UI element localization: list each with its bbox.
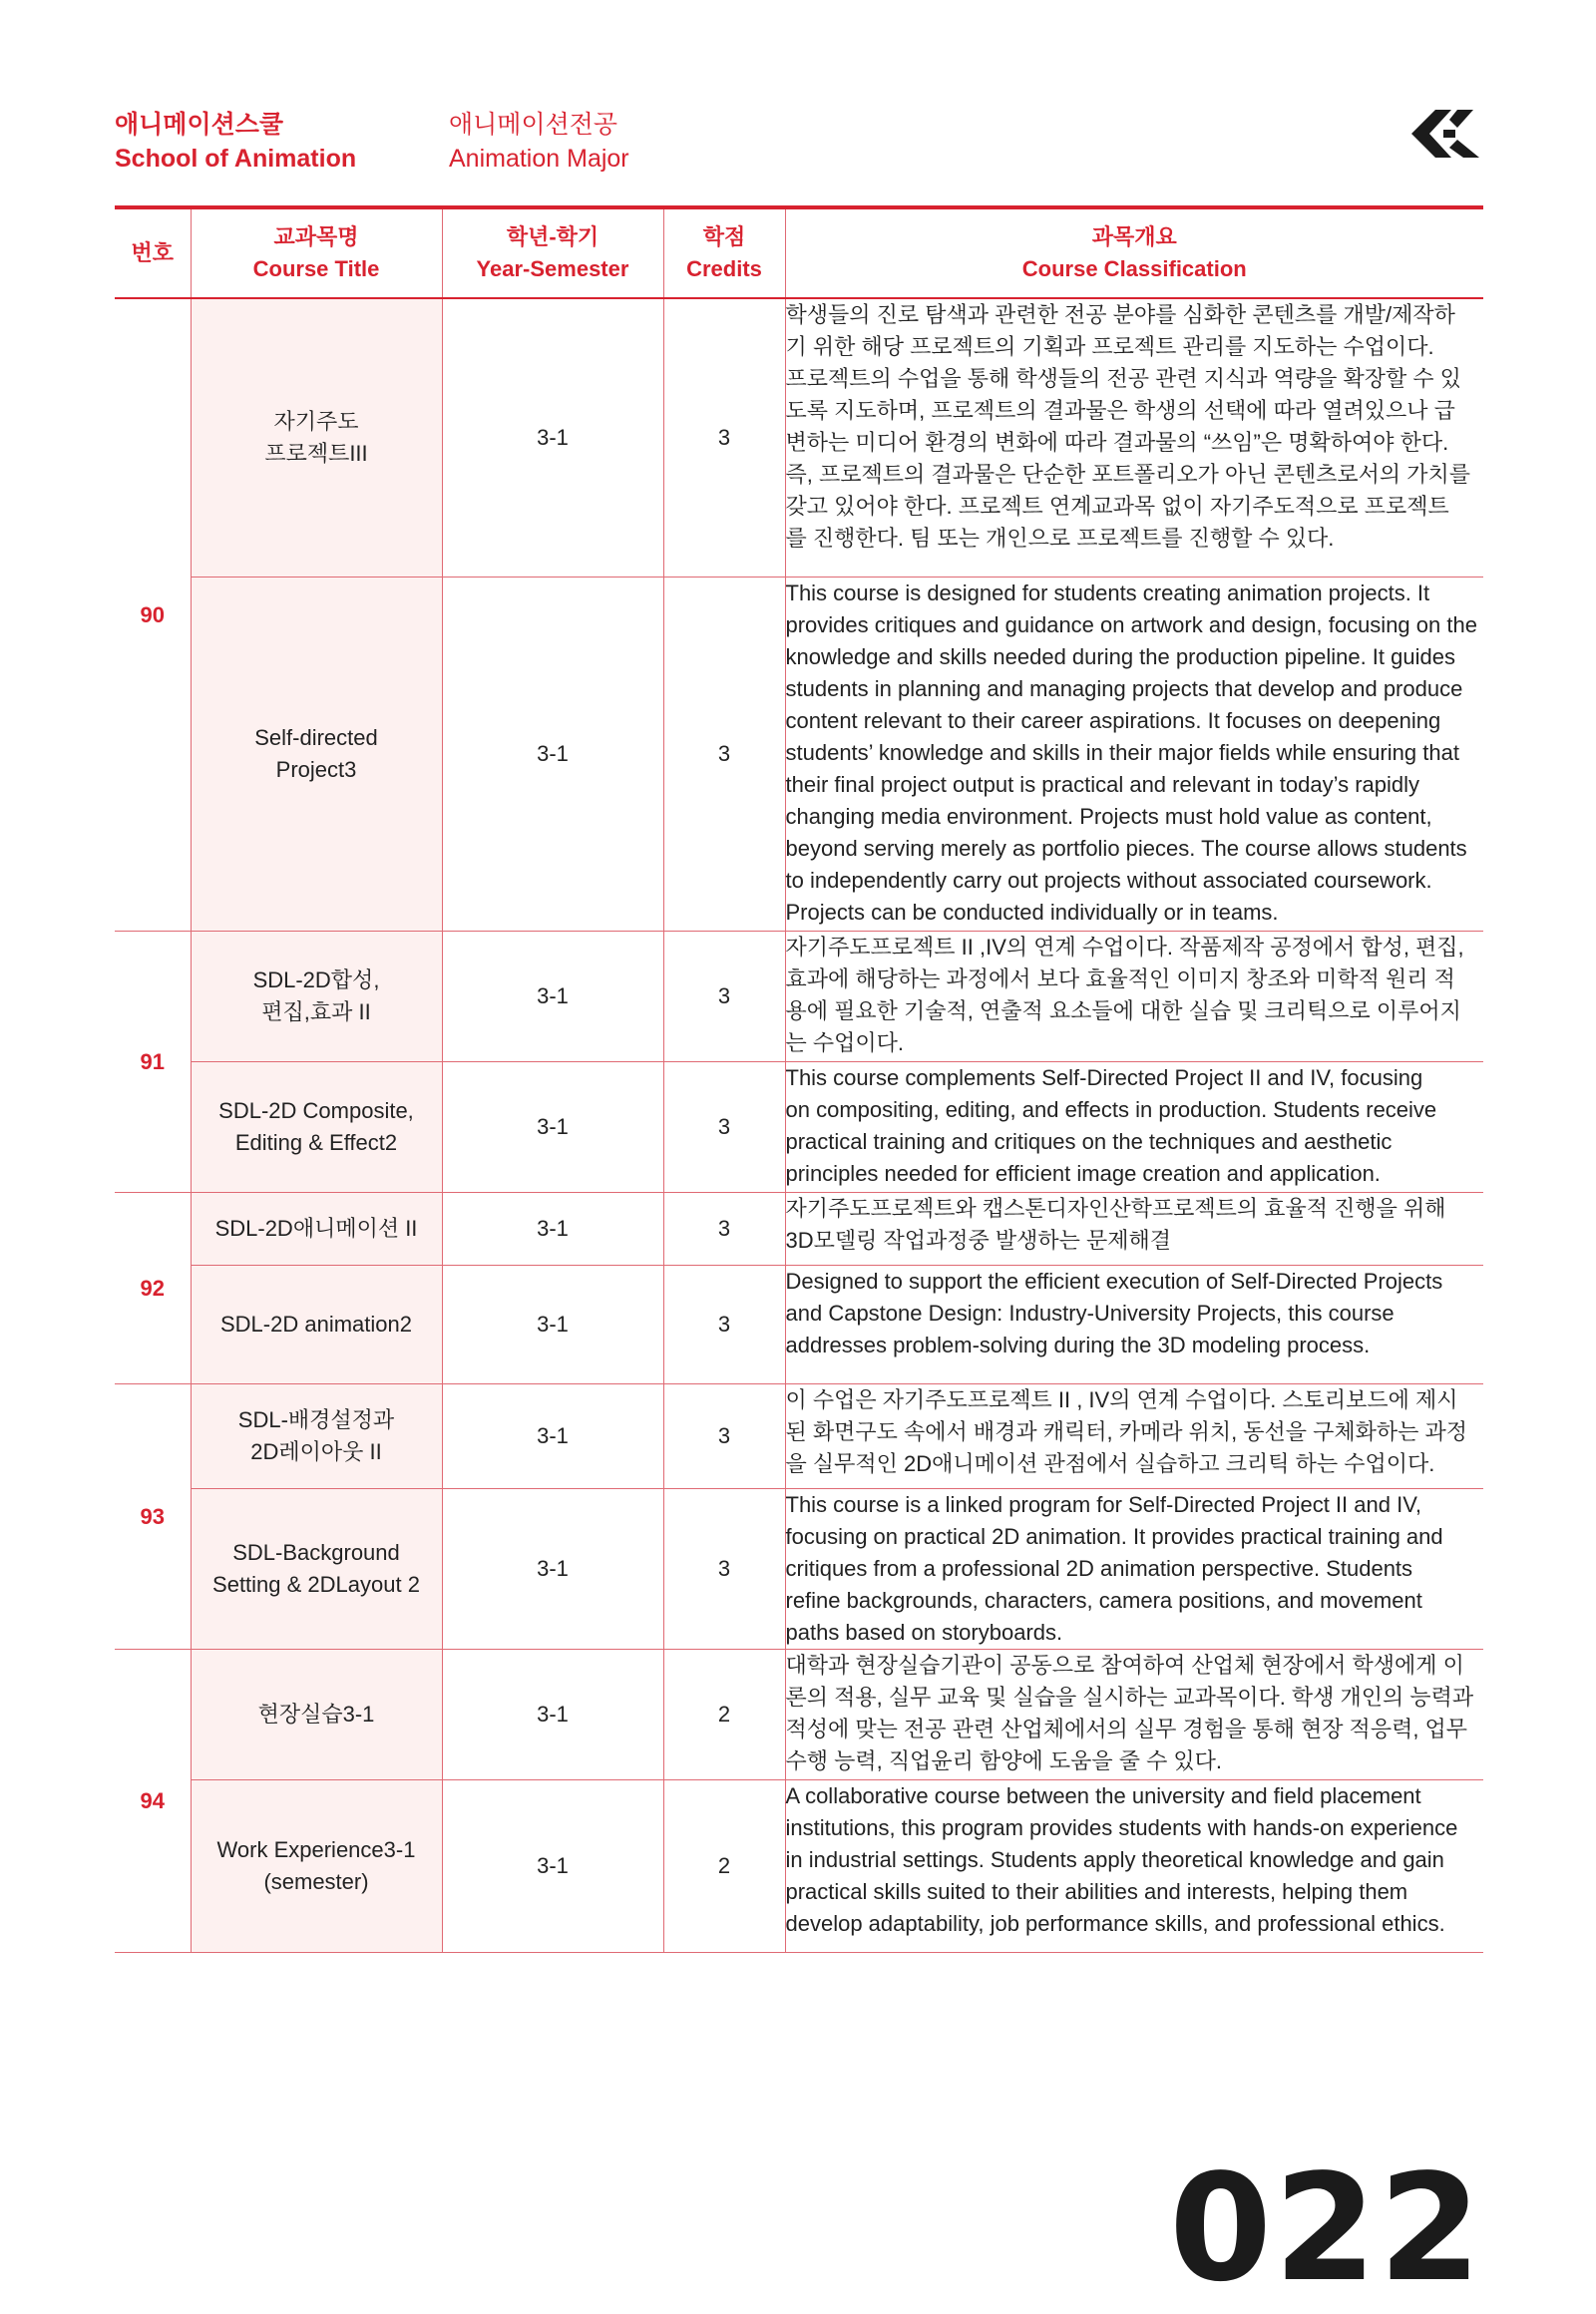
course-title-line: 편집,효과 II — [261, 999, 371, 1024]
course-title-line: 자기주도 — [273, 409, 359, 434]
course-title-en — [191, 1266, 442, 1384]
description-line: in industrial settings. Students apply theoretical knowledge and gain — [785, 1847, 1444, 1872]
table-row — [115, 1650, 1483, 1780]
description-line: develop adaptability, job performance skills, and professional ethics. — [785, 1911, 1445, 1936]
year-semester: 3-1 — [442, 1062, 663, 1193]
description-line: 을 실무적인 2D애니메이션 관점에서 실습하고 크리틱 하는 수업이다. — [785, 1451, 1435, 1476]
description-line: students’ knowledge and skills in their major fields while ensuring that — [785, 740, 1459, 765]
table-row — [115, 1780, 1483, 1953]
course-description-ko — [785, 1384, 1483, 1489]
description-line: 자기주도프로젝트와 캡스톤디자인산학프로젝트의 효율적 진행을 위해 — [785, 1196, 1446, 1221]
credits: 3 — [663, 1489, 785, 1650]
course-title-line: SDL-배경설정과 — [237, 1407, 395, 1432]
major-name — [449, 108, 629, 176]
year-semester: 3-1 — [442, 1384, 663, 1489]
description-line: 3D모델링 작업과정중 발생하는 문제해결 — [785, 1228, 1171, 1253]
description-line: This course complements Self-Directed Project II and IV, focusing — [785, 1065, 1423, 1090]
credits: 2 — [663, 1780, 785, 1953]
school-name-ko: 애니메이션스쿨 — [115, 111, 284, 139]
page-header — [115, 108, 1483, 197]
course-title-en — [191, 1780, 442, 1953]
description-line: their final project output is practical and relevant in today’s rapidly — [785, 772, 1419, 797]
description-line: practical training and critiques on the techniques and aesthetic — [785, 1129, 1393, 1154]
description-line: 프로젝트의 수업을 통해 학생들의 전공 관련 지식과 역량을 확장할 수 있 — [785, 366, 1461, 391]
course-description-en — [785, 1266, 1483, 1384]
description-line: institutions, this program provides students with hands-on experience — [785, 1815, 1458, 1840]
course-title-ko — [191, 1193, 442, 1266]
course-number: 93 — [115, 1384, 191, 1650]
description-line: practical skills suited to their abilities and interests, helping them — [785, 1879, 1408, 1904]
description-line: knowledge and skills needed during the production pipeline. It guides — [785, 644, 1455, 669]
ck-logo-icon — [1407, 108, 1483, 160]
description-line: 를 진행한다. 팀 또는 개인으로 프로젝트를 진행할 수 있다. — [785, 526, 1335, 551]
year-semester: 3-1 — [442, 1780, 663, 1953]
course-description-en — [785, 1489, 1483, 1650]
course-title-ko — [191, 1384, 442, 1489]
description-line: 된 화면구도 속에서 배경과 캐릭터, 카메라 위치, 동선을 구체화하는 과정 — [785, 1419, 1468, 1444]
course-title-line: 2D레이아웃 II — [250, 1439, 382, 1464]
description-line: 자기주도프로젝트 II ,IV의 연계 수업이다. 작품제작 공정에서 합성, 편집, — [785, 935, 1464, 960]
course-description-ko — [785, 1193, 1483, 1266]
year-semester: 3-1 — [442, 1266, 663, 1384]
credits: 3 — [663, 1384, 785, 1489]
description-line: Designed to support the efficient execution of Self-Directed Projects — [785, 1269, 1443, 1294]
description-line: 용에 필요한 기술적, 연출적 요소들에 대한 실습 및 크리틱으로 이루어지 — [785, 998, 1461, 1023]
credits: 3 — [663, 1062, 785, 1193]
year-semester: 3-1 — [442, 298, 663, 578]
description-line: provides critiques and guidance on artwork and design, focusing on the — [785, 612, 1477, 637]
description-line: 갖고 있어야 한다. 프로젝트 연계교과목 없이 자기주도적으로 프로젝트 — [785, 494, 1449, 519]
credits: 3 — [663, 1266, 785, 1384]
description-line: This course is a linked program for Self-Directed Project II and IV, — [785, 1492, 1421, 1517]
year-semester: 3-1 — [442, 1650, 663, 1780]
major-name-ko: 애니메이션전공 — [449, 111, 618, 139]
description-line: 수행 능력, 직업윤리 함양에 도움을 줄 수 있다. — [785, 1748, 1223, 1773]
course-title-line: Editing & Effect2 — [234, 1130, 398, 1155]
course-description-en — [785, 1780, 1483, 1953]
col-header-overview: 과목개요 Course Classification — [785, 209, 1483, 298]
description-line: addresses problem-solving during the 3D modeling process. — [785, 1333, 1371, 1357]
credits: 3 — [663, 932, 785, 1062]
description-line: 도록 지도하며, 프로젝트의 결과물은 학생의 선택에 따라 열려있으나 급 — [785, 398, 1455, 423]
table-row — [115, 932, 1483, 1062]
school-name — [115, 108, 356, 176]
description-line: 는 수업이다. — [785, 1030, 904, 1055]
course-title-line: (semester) — [263, 1869, 369, 1894]
course-title-line: 프로젝트III — [264, 441, 368, 466]
course-title-en — [191, 1489, 442, 1650]
description-line: A collaborative course between the university and field placement — [785, 1783, 1421, 1808]
description-line: Projects can be conducted individually or in teams. — [785, 900, 1279, 925]
year-semester: 3-1 — [442, 1193, 663, 1266]
description-line: focusing on practical 2D animation. It provides practical training and — [785, 1524, 1443, 1549]
course-number: 90 — [115, 298, 191, 932]
description-line: 학생들의 진로 탐색과 관련한 전공 분야를 심화한 콘텐츠를 개발/제작하 — [785, 302, 1455, 327]
table-row — [115, 1062, 1483, 1193]
description-line: This course is designed for students creating animation projects. It — [785, 580, 1430, 605]
course-title-line: SDL-2D animation2 — [220, 1312, 412, 1337]
course-title-line: Self-directed — [254, 725, 378, 750]
course-title-ko — [191, 932, 442, 1062]
table-row — [115, 1489, 1483, 1650]
credits: 3 — [663, 578, 785, 932]
course-description-en — [785, 1062, 1483, 1193]
course-title-line: SDL-2D합성, — [252, 967, 380, 992]
col-header-title: 교과목명 Course Title — [191, 209, 442, 298]
course-title-en — [191, 578, 442, 932]
course-description-ko — [785, 1650, 1483, 1780]
description-line: changing media environment. Projects must hold value as content, — [785, 804, 1432, 829]
table-row — [115, 298, 1483, 578]
course-number: 91 — [115, 932, 191, 1193]
col-header-year-semester: 학년-학기 Year-Semester — [442, 209, 663, 298]
year-semester: 3-1 — [442, 1489, 663, 1650]
description-line: content relevant to their career aspirations. It focuses on deepening — [785, 708, 1441, 733]
course-description-ko — [785, 298, 1483, 578]
page-number: 022 — [1169, 2142, 1483, 2314]
table-row — [115, 1266, 1483, 1384]
description-line: 변하는 미디어 환경의 변화에 따라 결과물의 “쓰임”은 명확하여야 한다. — [785, 430, 1449, 455]
year-semester: 3-1 — [442, 578, 663, 932]
description-line: students in planning and managing projects that develop and produce — [785, 676, 1463, 701]
table-row — [115, 578, 1483, 932]
course-title-ko — [191, 298, 442, 578]
course-title-en — [191, 1062, 442, 1193]
course-description-ko — [785, 932, 1483, 1062]
course-description-en — [785, 578, 1483, 932]
description-line: on compositing, editing, and effects in production. Students receive — [785, 1097, 1437, 1122]
col-header-no: 번호 — [115, 209, 191, 298]
description-line: paths based on storyboards. — [785, 1620, 1063, 1645]
course-title-ko — [191, 1650, 442, 1780]
col-header-credits: 학점 Credits — [663, 209, 785, 298]
course-number: 94 — [115, 1650, 191, 1953]
description-line: 적성에 맞는 전공 관련 산업체에서의 실무 경험을 통해 현장 적응력, 업무 — [785, 1717, 1468, 1741]
description-line: 이 수업은 자기주도프로젝트 II , IV의 연계 수업이다. 스토리보드에 제시 — [785, 1387, 1458, 1412]
school-name-en: School of Animation — [115, 145, 357, 173]
course-table — [115, 209, 1483, 1953]
description-line: beyond serving merely as portfolio pieces. The course allows students — [785, 836, 1467, 861]
course-title-line: Work Experience3-1 — [216, 1837, 416, 1862]
credits: 3 — [663, 1193, 785, 1266]
table-row — [115, 1193, 1483, 1266]
credits: 3 — [663, 298, 785, 578]
course-title-line: 현장실습3-1 — [257, 1702, 375, 1727]
description-line: principles needed for efficient image creation and application. — [785, 1161, 1381, 1186]
major-name-en: Animation Major — [449, 145, 629, 173]
description-line: 즉, 프로젝트의 결과물은 단순한 포트폴리오가 아닌 콘텐츠로서의 가치를 — [785, 462, 1470, 487]
course-title-line: Setting & 2DLayout 2 — [212, 1572, 420, 1597]
course-title-line: SDL-2D Composite, — [218, 1098, 414, 1123]
course-title-line: SDL-2D애니메이션 II — [214, 1216, 418, 1241]
description-line: and Capstone Design: Industry-University Projects, this course — [785, 1301, 1395, 1326]
course-title-line: SDL-Background — [232, 1540, 400, 1565]
course-title-line: Project3 — [275, 757, 357, 782]
description-line: 효과에 해당하는 과정에서 보다 효율적인 이미지 창조와 미학적 원리 적 — [785, 966, 1455, 991]
table-row — [115, 1384, 1483, 1489]
description-line: to independently carry out projects without associated coursework. — [785, 868, 1432, 893]
description-line: 대학과 현장실습기관이 공동으로 참여하여 산업체 현장에서 학생에게 이 — [785, 1653, 1464, 1678]
description-line: 기 위한 해당 프로젝트의 기획과 프로젝트 관리를 지도하는 수업이다. — [785, 334, 1434, 359]
year-semester: 3-1 — [442, 932, 663, 1062]
description-line: 론의 적용, 실무 교육 및 실습을 실시하는 교과목이다. 학생 개인의 능력과 — [785, 1685, 1474, 1710]
description-line: critiques from a professional 2D animation perspective. Students — [785, 1556, 1413, 1581]
description-line: refine backgrounds, characters, camera positions, and movement — [785, 1588, 1422, 1613]
table-header-row — [115, 209, 1483, 298]
course-number: 92 — [115, 1193, 191, 1384]
credits: 2 — [663, 1650, 785, 1780]
